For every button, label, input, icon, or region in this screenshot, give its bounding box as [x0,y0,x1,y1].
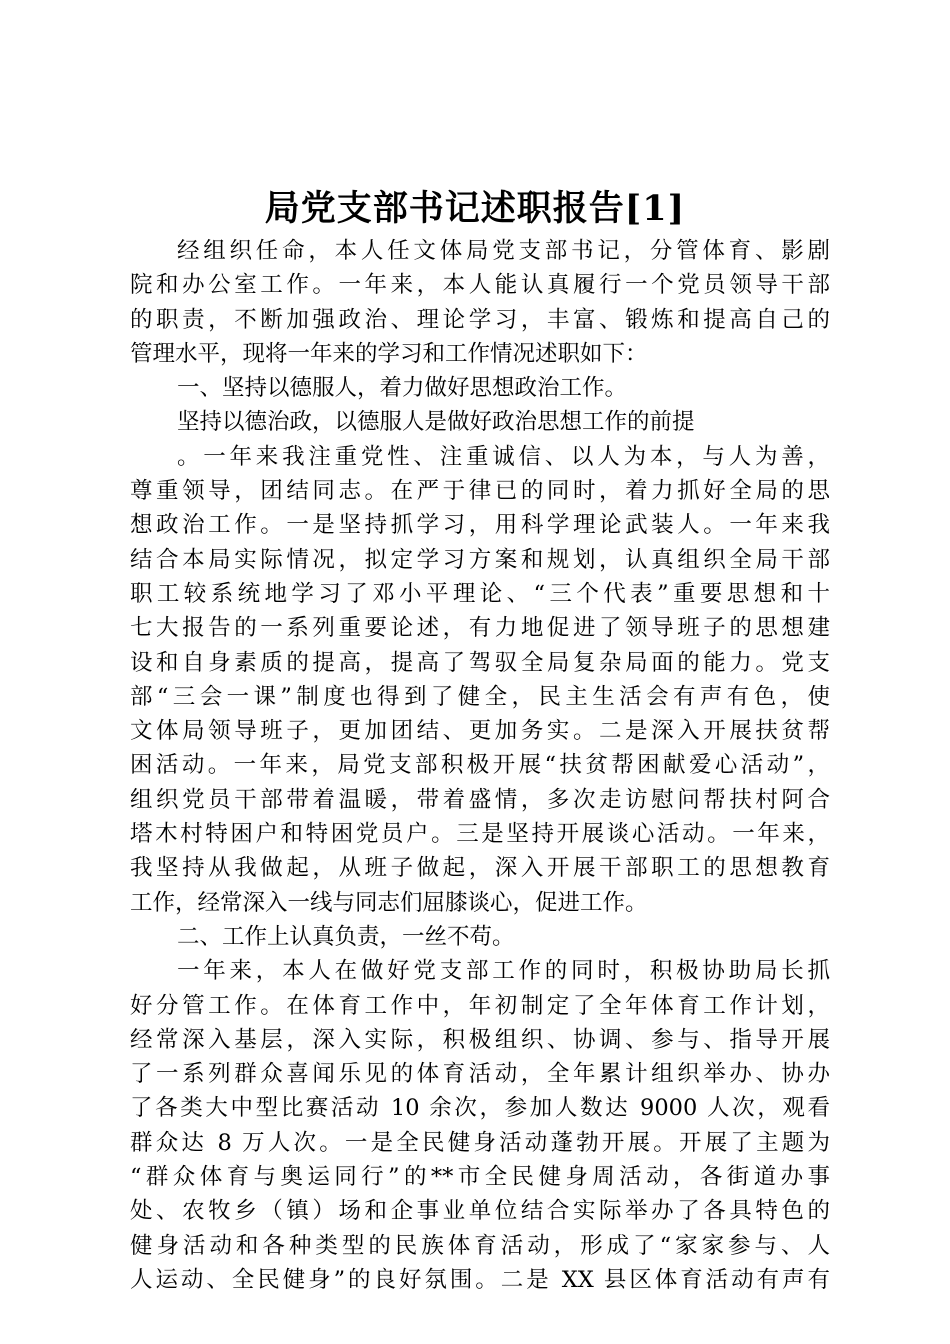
text-line: 塔木村特困户和特困党员户。三是坚持开展谈心活动。一年来， [130,821,830,848]
text-line: 了各类大中型比赛活动 10 余次，参加人数达 9000 人次，观看 [130,1095,830,1122]
text-line: 文体局领导班子，更加团结、更加务实。二是深入开展扶贫帮 [130,718,830,745]
document-body [130,234,830,1297]
text-line: 人运动、全民健身”的良好氛围。二是 XX 县区体育活动有声有 [130,1266,830,1293]
text-line: 院和办公室工作。一年来，本人能认真履行一个党员领导干部 [130,272,830,299]
document-title: 局党支部书记述职报告[1] [264,188,686,229]
text-line: 群众达 8 万人次。一是全民健身活动蓬勃开展。开展了主题为 [130,1129,830,1156]
text-line: 处、农牧乡（镇）场和企事业单位结合实际举办了各具特色的 [130,1198,830,1225]
text-line: 部“三会一课”制度也得到了健全，民主生活会有声有色，使 [130,683,830,710]
text-line: 坚持以德治政，以德服人是做好政治思想工作的前提 [177,409,695,436]
text-line: 经常深入基层，深入实际，积极组织、协调、参与、指导开展 [130,1026,830,1053]
text-line: 了一系列群众喜闻乐见的体育活动，全年累计组织举办、协办 [130,1061,830,1088]
text-line: 七大报告的一系列重要论述，有力地促进了领导班子的思想建 [130,615,830,642]
text-line: 健身活动和各种类型的民族体育活动，形成了“家家参与、人 [130,1232,830,1259]
text-line: 职工较系统地学习了邓小平理论、“三个代表”重要思想和十 [130,580,830,607]
text-line: 困活动。一年来，局党支部积极开展“扶贫帮困献爱心活动”， [130,752,830,779]
text-line: 好分管工作。在体育工作中，年初制定了全年体育工作计划， [130,992,830,1019]
text-line: 二、工作上认真负责，一丝不苟。 [177,923,515,950]
text-line: 设和自身素质的提高，提高了驾驭全局复杂局面的能力。党支 [130,649,830,676]
text-line: 工作，经常深入一线与同志们屈膝谈心，促进工作。 [130,889,648,916]
text-line: 结合本局实际情况，拟定学习方案和规划，认真组织全局干部 [130,546,830,573]
text-line: 一、坚持以德服人，着力做好思想政治工作。 [177,375,628,402]
text-line: 管理水平，现将一年来的学习和工作情况述职如下： [130,340,648,367]
text-line: 的职责，不断加强政治、理论学习，丰富、锻炼和提高自己的 [130,306,830,333]
text-line: 经组织任命，本人任文体局党支部书记，分管体育、影剧 [177,238,830,264]
text-line: 想政治工作。一是坚持抓学习，用科学理论武装人。一年来我 [130,512,830,539]
text-line: 组织党员干部带着温暖，带着盛情，多次走访慰问帮扶村阿合 [130,786,830,813]
text-line: 尊重领导，团结同志。在严于律已的同时，着力抓好全局的思 [130,478,830,505]
text-line: 。一年来我注重党性、注重诚信、以人为本，与人为善， [177,443,830,470]
text-line: 我坚持从我做起，从班子做起，深入开展干部职工的思想教育 [130,855,830,882]
text-line: “群众体育与奥运同行”的**市全民健身周活动，各街道办事 [130,1164,830,1191]
text-line: 一年来，本人在做好党支部工作的同时，积极协助局长抓 [177,958,830,985]
